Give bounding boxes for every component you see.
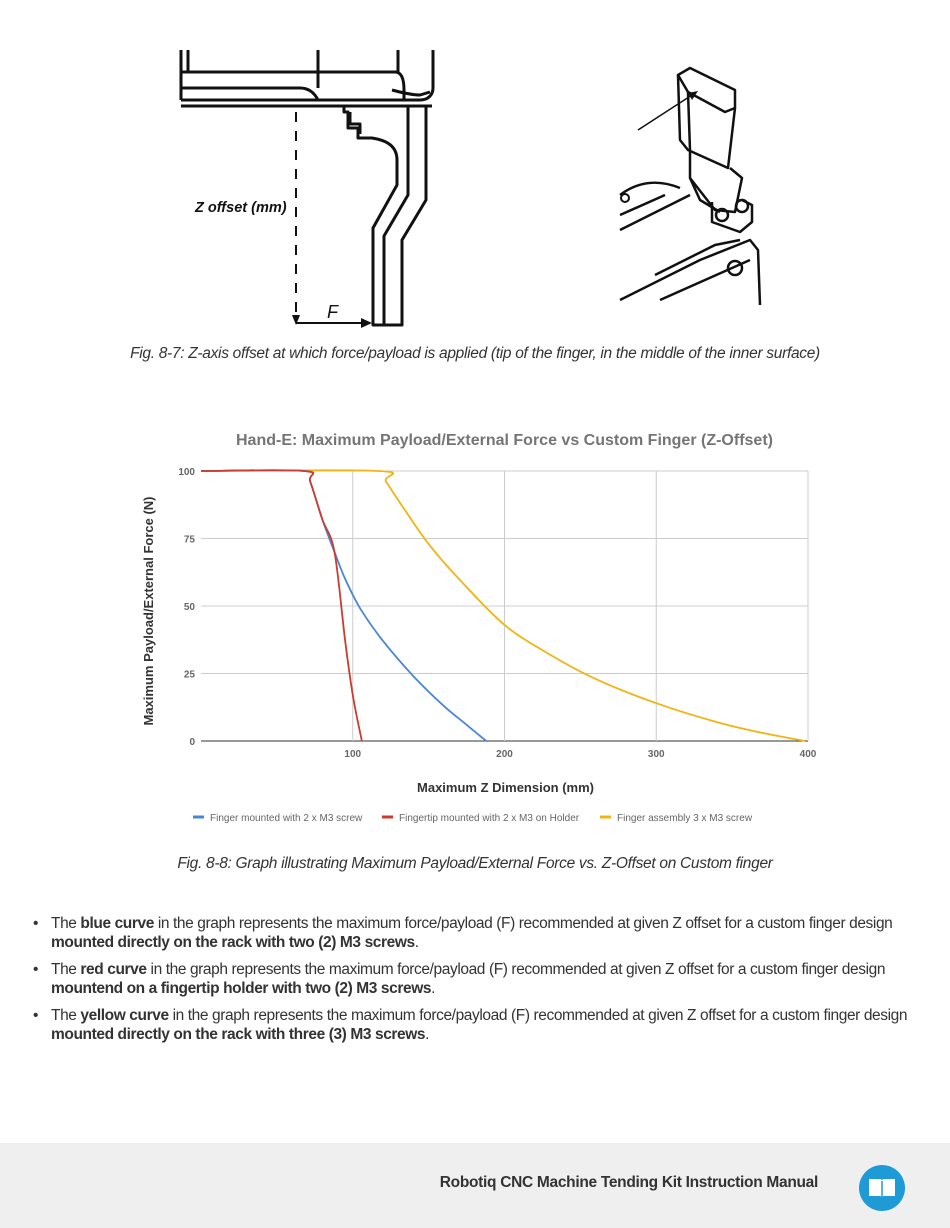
payload-chart xyxy=(130,420,830,840)
bullet-yellow-curve: • The yellow curve in the graph represents the maximum force/payload (F) recommended at given Z offset for a custom finger design mounted directly on the rack with three (3) M3 screws. xyxy=(33,1007,908,1043)
x-tick-label: 400 xyxy=(799,749,817,760)
y-axis-label: Maximum Payload/External Force (N) xyxy=(141,496,156,726)
legend-label-2: Finger assembly 3 x M3 screw xyxy=(617,813,753,824)
page-footer xyxy=(0,1143,950,1228)
x-tick-label: 200 xyxy=(496,749,513,760)
figure-caption-8-8: Fig. 8-8: Graph illustrating Maximum Payload/External Force vs. Z-Offset on Custom finger xyxy=(177,855,773,872)
chart-title: Hand-E: Maximum Payload/External Force vs Custom Finger (Z-Offset) xyxy=(236,432,773,449)
book-icon[interactable] xyxy=(859,1165,905,1211)
legend-label-1: Fingertip mounted with 2 x M3 on Holder xyxy=(399,813,580,824)
y-tick-label: 0 xyxy=(189,737,195,748)
x-axis-label: Maximum Z Dimension (mm) xyxy=(417,780,594,795)
y-tick-label: 50 xyxy=(183,602,195,613)
y-tick-label: 100 xyxy=(178,467,195,478)
manual-title: Robotiq CNC Machine Tending Kit Instruction Manual xyxy=(439,1174,818,1191)
payload-chart-svg xyxy=(130,420,830,840)
y-tick-label: 75 xyxy=(183,534,195,546)
force-label: F xyxy=(327,302,338,322)
z-offset-label: Z offset (mm) xyxy=(195,200,287,216)
x-tick-label: 300 xyxy=(647,749,665,760)
bullet-blue-curve: • The blue curve in the graph represents the maximum force/payload (F) recommended at given Z offset for a custom finger design mounted directly on the rack with two (2) M3 screws. xyxy=(33,915,893,951)
x-tick-label: 100 xyxy=(344,749,362,760)
curve-explanations xyxy=(30,915,930,1053)
figure-caption-8-7: Fig. 8-7: Z-axis offset at which force/payload is applied (tip of the finger, in the middle of the inner surface) xyxy=(130,345,820,362)
bullet-red-curve: • The red curve in the graph represents the maximum force/payload (F) recommended at given Z offset for a custom finger design mountend on a fingertip holder with two (2) M3 screws. xyxy=(33,961,886,997)
y-tick-label: 25 xyxy=(183,669,195,681)
finger-offset-drawing xyxy=(0,0,950,340)
legend-label-0: Finger mounted with 2 x M3 screw xyxy=(210,813,363,824)
